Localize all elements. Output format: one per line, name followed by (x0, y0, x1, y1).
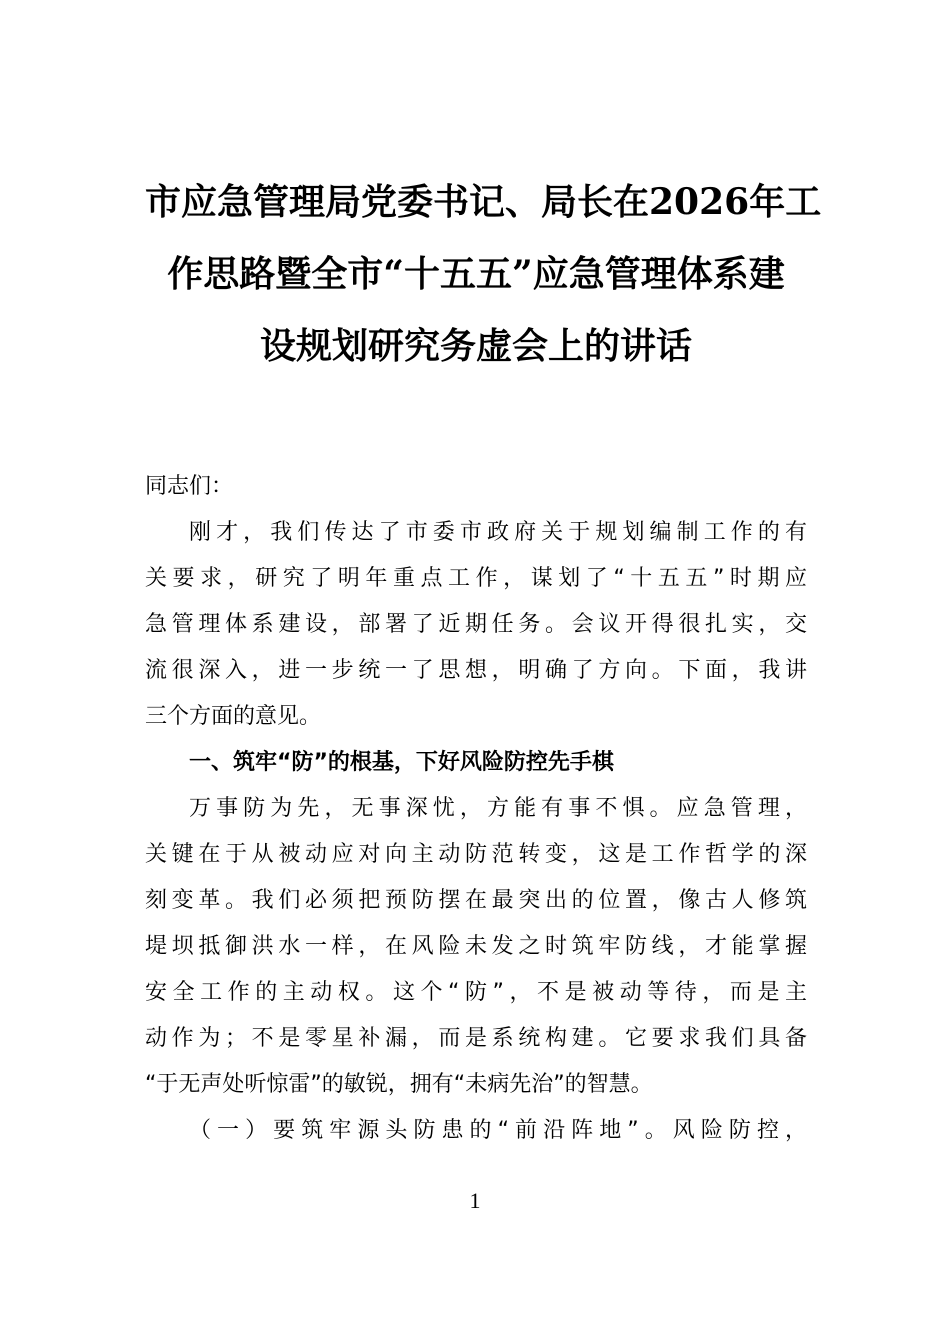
paragraph-1-line-1: 刚才，我们传达了市委市政府关于规划编制工作的有 (189, 520, 807, 545)
paragraph-2-line-7: “于无声处听惊雷”的敏锐，拥有“未病先治”的智慧。 (145, 1072, 653, 1097)
paragraph-1-line-5: 三个方面的意见。 (145, 704, 322, 729)
paragraph-2-line-6: 动作为；不是零星补漏，而是系统构建。它要求我们具备 (145, 1026, 807, 1051)
paragraph-2-line-2: 关键在于从被动应对向主动防范转变，这是工作哲学的深 (145, 842, 807, 867)
document-title (145, 166, 822, 382)
greeting: 同志们： (145, 474, 234, 499)
paragraph-2-line-1: 万事防为先，无事深忧，方能有事不惧。应急管理， (189, 796, 807, 821)
paragraph-2-line-3: 刻变革。我们必须把预防摆在最突出的位置，像古人修筑 (145, 888, 807, 913)
paragraph-2-line-5: 安全工作的主动权。这个“防”，不是被动等待，而是主 (145, 980, 807, 1005)
paragraph-2-line-4: 堤坝抵御洪水一样，在风险未发之时筑牢防线，才能掌握 (145, 934, 807, 959)
title-line-1: 市应急管理局党委书记、局长在2026年工 (145, 181, 822, 223)
paragraph-1-line-4: 流很深入，进一步统一了思想，明确了方向。下面，我讲 (145, 658, 807, 683)
section-heading-1: 一、筑牢“防”的根基，下好风险防控先手棋 (189, 750, 614, 775)
page-number: 1 (469, 1188, 481, 1213)
paragraph-1-line-3: 急管理体系建设，部署了近期任务。会议开得很扎实，交 (145, 612, 807, 637)
document-body (145, 468, 807, 1158)
title-line-2: 作思路暨全市“十五五”应急管理体系建 (167, 253, 785, 295)
title-line-3: 设规划研究务虚会上的讲话 (259, 325, 692, 367)
subsection-line-1: （一）要筑牢源头防患的“前沿阵地”。风险防控， (189, 1118, 807, 1143)
paragraph-1-line-2: 关要求，研究了明年重点工作，谋划了“十五五”时期应 (145, 566, 807, 591)
